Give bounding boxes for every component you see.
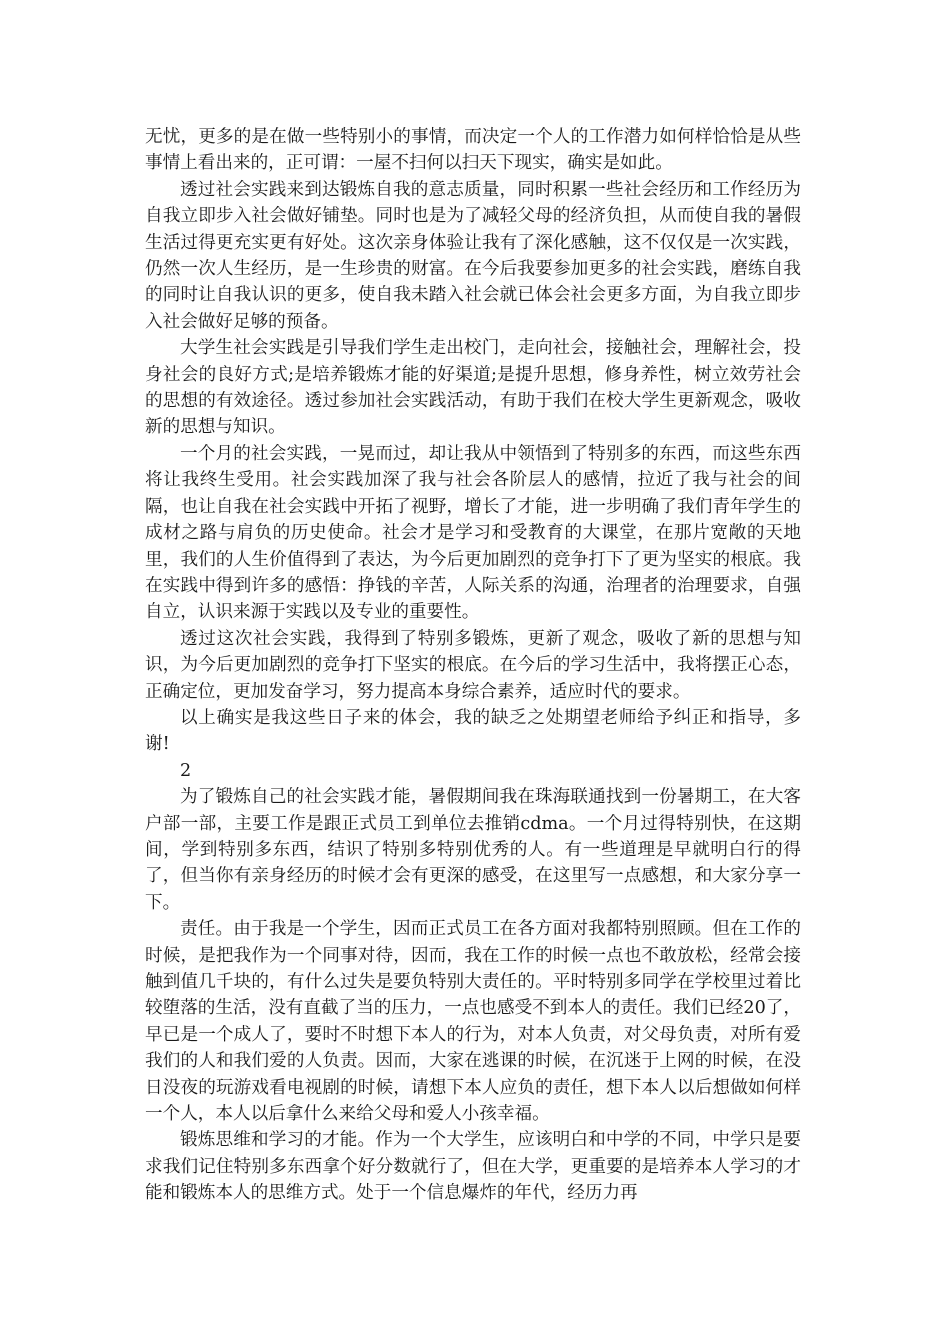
paragraph-9: 锻炼思维和学习的才能。作为一个大学生，应该明白和中学的不同，中学只是要求我们记住特别多东西拿个好分数就行了，但在大学，更重要的是培养本人学习的才能和锻炼本人的思维方式。处于一个信息爆炸的年代，经历力再 — [145, 1130, 801, 1204]
paragraph-6: 以上确实是我这些日子来的体会，我的缺乏之处期望老师给予纠正和指导，多谢! — [145, 707, 801, 755]
paragraph-2: 透过社会实践来到达锻炼自我的意志质量，同时积累一些社会经历和工作经历为自我立即步入社会做好铺垫。同时也是为了减轻父母的经济负担，从而使自我的暑假生活过得更充实更有好处。这次亲身体验让我有了深化感触，这不仅仅是一次实践，仍然一次人生经历，是一生珍贵的财富。在今后我要参加更多的社会实践，磨练自我的同时让自我认识的更多，使自我未踏入社会就已体会社会更多方面，为自我立即步入社会做好足够的预备。 — [145, 179, 801, 332]
paragraph-7: 为了锻炼自己的社会实践才能，暑假期间我在珠海联通找到一份暑期工，在大客户部一部，主要工作是跟正式员工到单位去推销cdma。一个月过得特别快，在这期间，学到特别多东西，结识了特别多特别优秀的人。有一些道理是早就明白行的得了，但当你有亲身经历的时候才会有更深的感受，在这里写一点感想，和大家分享一下。 — [145, 787, 801, 913]
section-number: 2 — [180, 760, 192, 781]
paragraph-8: 责任。由于我是一个学生，因而正式员工在各方面对我都特别照顾。但在工作的时候，是把我作为一个同事对待，因而，我在工作的时候一点也不敢放松，经常会接触到值几千块的，有什么过失是要负特别大责任的。平时特别多同学在学校里过着比较堕落的生活，没有直截了当的压力，一点也感受不到本人的责任。我们已经20了，早已是一个成人了，要时不时想下本人的行为，对本人负责，对父母负责，对所有爱我们的人和我们爱的人负责。因而，大家在逃课的时候，在沉迷于上网的时候，在没日没夜的玩游戏看电视剧的时候，请想下本人应负的责任，想下本人以后想做如何样一个人，本人以后拿什么来给父母和爱人小孩幸福。 — [145, 919, 801, 1125]
paragraph-5: 透过这次社会实践，我得到了特别多锻炼，更新了观念，吸收了新的思想与知识，为今后更加剧烈的竞争打下坚实的根底。在今后的学习生活中，我将摆正心态，正确定位，更加发奋学习，努力提高本身综合素养，适应时代的要求。 — [145, 628, 801, 702]
paragraph-4: 一个月的社会实践，一晃而过，却让我从中领悟到了特别多的东西，而这些东西将让我终生受用。社会实践加深了我与社会各阶层人的感情，拉近了我与社会的间隔，也让自我在社会实践中开拓了视野，增长了才能，进一步明确了我们青年学生的成材之路与肩负的历史使命。社会才是学习和受教育的大课堂，在那片宽敞的天地里，我们的人生价值得到了表达，为今后更加剧烈的竞争打下了更为坚实的根底。我在实践中得到许多的感悟：挣钱的辛苦，人际关系的沟通，治理者的治理要求，自强自立，认识来源于实践以及专业的重要性。 — [145, 443, 801, 623]
paragraph-3: 大学生社会实践是引导我们学生走出校门，走向社会，接触社会，理解社会，投身社会的良好方式;是培养锻炼才能的好渠道;是提升思想，修身养性，树立效劳社会的思想的有效途径。透过参加社会实践活动，有助于我们在校大学生更新观念，吸收新的思想与知识。 — [145, 338, 801, 438]
paragraph-1: 无忧，更多的是在做一些特别小的事情，而决定一个人的工作潜力如何样恰恰是从些事情上看出来的，正可谓：一屋不扫何以扫天下现实，确实是如此。 — [145, 127, 801, 174]
document-page — [145, 124, 801, 1207]
